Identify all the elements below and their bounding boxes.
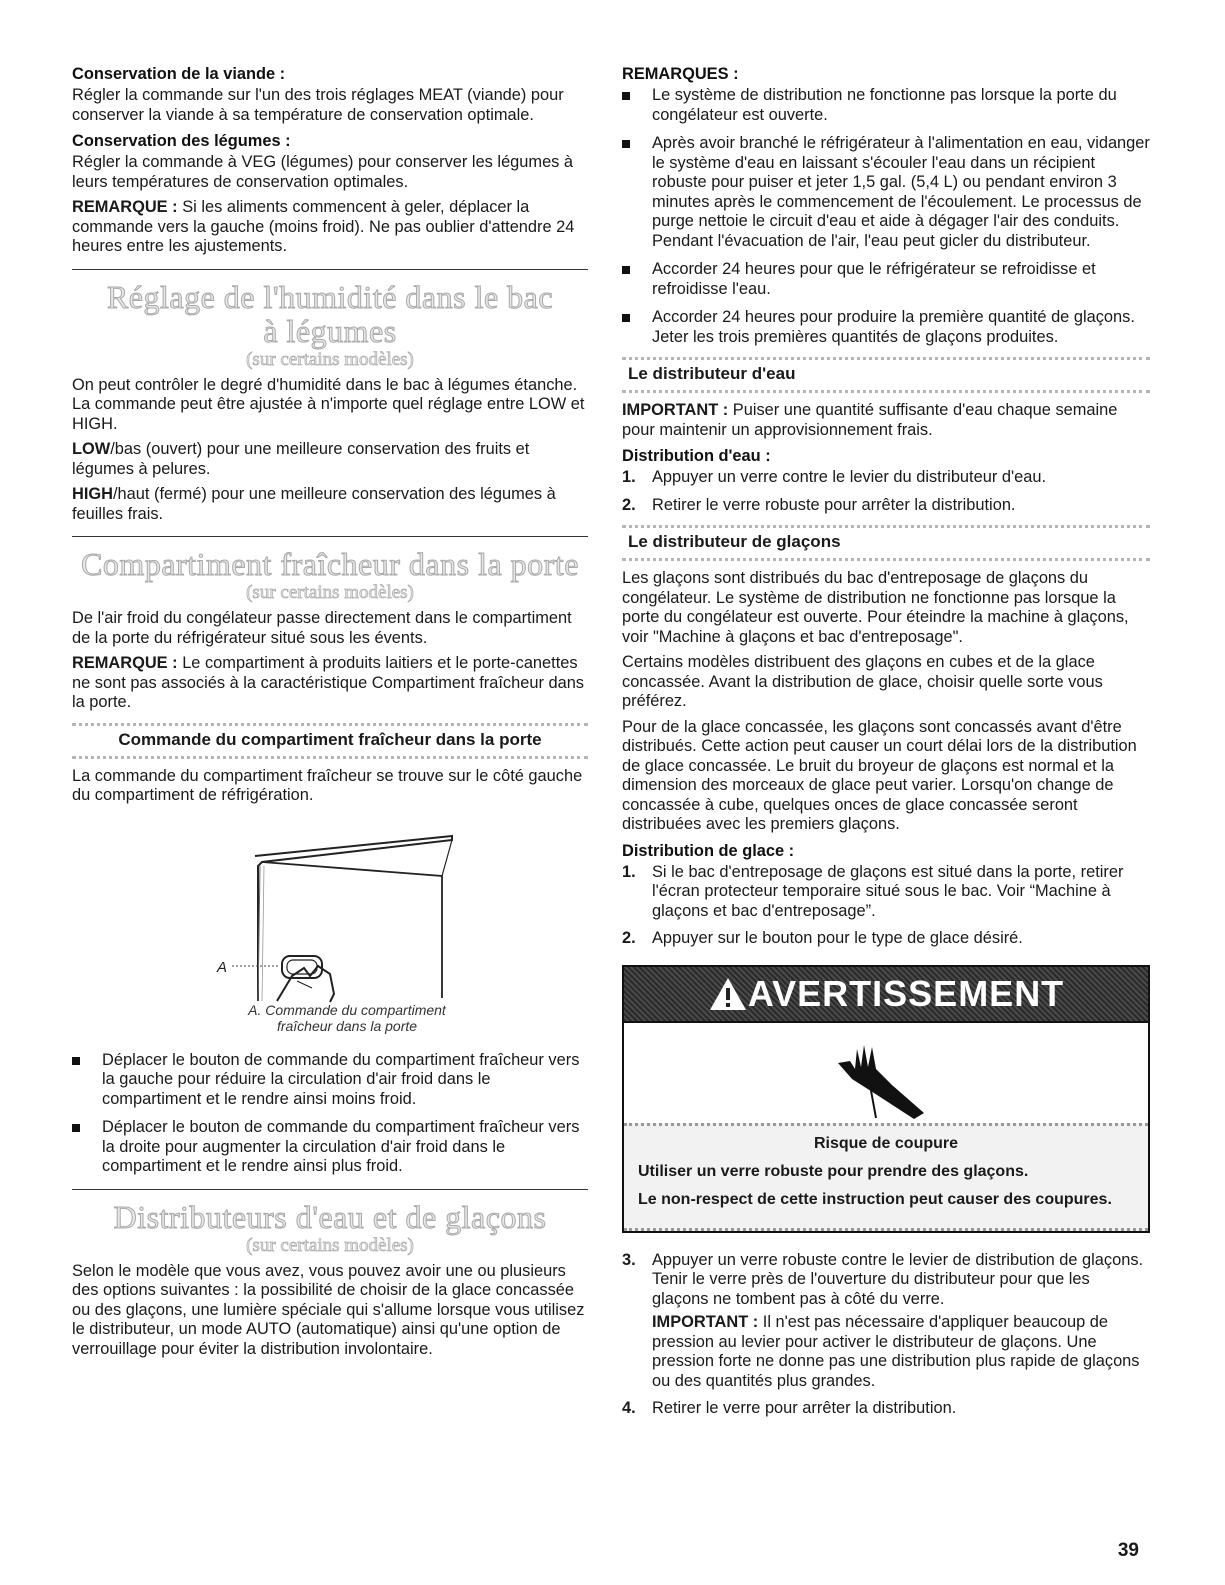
meat-heading: Conservation de la viande : <box>72 65 286 83</box>
right-column <box>622 64 1150 1427</box>
warning-text <box>624 1123 1148 1231</box>
note-paragraph <box>72 654 588 713</box>
list-item: Le système de distribution ne fonctionne pas lorsque la porte du congélateur est ouverte. <box>622 86 1150 125</box>
dispensers-text: Selon le modèle que vous avez, vous pouvez avoir une ou plusieurs des options suivantes : la possibilité de choisir de la glace concassée ou des glaçons, une lumière spéciale qui s'allume lorsque vous utilisez le distributeur, un mode AUTO (automatique) ainsi qu'une option de verrouillage pour éviter la distribution involontaire. <box>72 1261 585 1358</box>
warning-line-1: Utiliser un verre robuste pour prendre des glaçons. <box>638 1162 1029 1180</box>
section-title-dispensers: Distributeurs d'eau et de glaçons <box>113 1198 547 1235</box>
left-column <box>72 64 588 1365</box>
step-text: Retirer le verre robuste pour arrêter la distribution. <box>652 495 1016 514</box>
veg-text: Régler la commande à VEG (légumes) pour conserver les légumes à leurs températures de conservation optimales. <box>72 153 574 191</box>
warning-triangle-icon <box>708 976 748 1012</box>
step-text: Retirer le verre pour arrêter la distribution. <box>652 1399 957 1417</box>
list-item: Accorder 24 heures pour que le réfrigérateur se refroidisse et refroidisse l'eau. <box>622 260 1150 299</box>
veg-heading: Conservation des légumes : <box>72 132 291 150</box>
ice-steps <box>622 863 1150 949</box>
step-text: Appuyer sur le bouton pour le type de glace désiré. <box>652 929 1023 947</box>
section-title-fresh-compartment: Compartiment fraîcheur dans la porte <box>81 546 579 582</box>
control-text: La commande du compartiment fraîcheur se trouve sur le côté gauche du compartiment de réfrigération. <box>72 766 583 804</box>
ice-dist-heading: Distribution de glace : <box>622 841 795 860</box>
warning-title: AVERTISSEMENT <box>747 972 1065 1014</box>
note-text: Le compartiment à produits laitiers et le porte-canettes ne sont pas associés à la caractéristique Compartiment fraîcheur dans la porte. <box>72 654 585 711</box>
high-text: /haut (fermé) pour une meilleure conservation des légumes à feuilles frais. <box>72 485 556 523</box>
list-item <box>622 1251 1150 1392</box>
warning-pictogram-area <box>624 1021 1148 1123</box>
ice-paragraph-2: Certains modèles distribuent des glaçons en cubes et de la glace concassée. Avant la distribution de glace, choisir quelle sorte vous préférez. <box>622 653 1103 710</box>
step-number: 2. <box>622 929 636 947</box>
section-divider <box>72 269 588 270</box>
list-item <box>622 496 1150 516</box>
step-text: Appuyer un verre contre le levier du distributeur d'eau. <box>652 468 1046 486</box>
warning-line-2: Le non-respect de cette instruction peut causer des coupures. <box>638 1190 1112 1208</box>
high-label: HIGH <box>72 485 113 503</box>
figure-caption-line1: A. Commande du compartiment <box>248 1001 446 1018</box>
list-item <box>622 929 1150 949</box>
fresh-text: De l'air froid du congélateur passe directement dans le compartiment de la porte du réfrigérateur situé sous les évents. <box>72 609 572 647</box>
remarks-list <box>622 86 1150 347</box>
warning-hazard: Risque de coupure <box>813 1134 959 1152</box>
remarks-heading: REMARQUES : <box>622 65 739 83</box>
step-number: 4. <box>622 1399 636 1417</box>
low-text: /bas (ouvert) pour une meilleure conservation des fruits et légumes à pelures. <box>72 440 530 478</box>
control-subsection-title: Commande du compartiment fraîcheur dans la porte <box>118 729 542 749</box>
ice-paragraph-3: Pour de la glace concassée, les glaçons sont concassés avant d'être distribués. Cette action peut causer un court délai lors de la distribution de glace concassée. Le bruit du broyeur de glaçons est normal et la dimension des morceaux de glace peut varier. Lorsqu'on change de concassée à cube, quelques onces de glace concassée seront distribuées avec les premiers glaçons. <box>622 717 1137 833</box>
list-item: Accorder 24 heures pour produire la première quantité de glaçons. Jeter les trois premières quantités de glaçons produites. <box>622 308 1150 347</box>
step-text: Appuyer un verre robuste contre le levier de distribution de glaçons. Tenir le verre près de l'ouverture du distributeur pour que les glaçons ne tombent pas à côté du verre. <box>652 1250 1144 1308</box>
ice-subsection-band <box>622 525 1150 561</box>
note-paragraph <box>72 198 588 257</box>
figure-caption-line2: fraîcheur dans la porte <box>276 1017 418 1034</box>
section-divider <box>72 1189 588 1190</box>
ice-steps-continued <box>622 1251 1150 1419</box>
water-subsection-band <box>622 357 1150 393</box>
list-item <box>622 863 1150 922</box>
step-text: Si le bac d'entreposage de glaçons est situé dans la porte, retirer l'écran protecteur temporaire situé sous le bac. Voir “Machine à glaçons et bac d'entreposage”. <box>652 862 1124 920</box>
section-divider <box>72 536 588 537</box>
water-subsection-title: Le distributeur d'eau <box>628 364 796 383</box>
step-number: 1. <box>622 862 636 881</box>
water-steps <box>622 468 1150 515</box>
step-number: 2. <box>622 495 636 514</box>
control-subsection-band <box>72 723 588 759</box>
cut-hand-icon <box>624 1023 1152 1123</box>
fresh-control-figure <box>72 816 588 1041</box>
important-label: IMPORTANT : <box>652 1313 759 1331</box>
water-dist-heading: Distribution d'eau : <box>622 447 771 465</box>
low-label: LOW <box>72 440 111 458</box>
warning-box <box>622 965 1150 1233</box>
step-number: 1. <box>622 468 636 486</box>
note-label: REMARQUE : <box>72 654 178 672</box>
warning-header <box>624 967 1148 1021</box>
list-item: Déplacer le bouton de commande du compartiment fraîcheur vers la droite pour augmenter la circulation d'air froid dans le compartiment et le rendre ainsi plus froid. <box>72 1118 588 1177</box>
list-item: Après avoir branché le réfrigérateur à l'alimentation en eau, vidanger le système d'eau en laissant s'écouler l'eau dans un récipient robuste pour puiser et jeter 1,5 gal. (5,4 L) ou pendant environ 3 minutes après le commencement de l'écoulement. Le processus de purge nettoie le circuit d'eau et aide à dégager l'air des conduits. Pendant l'évacuation de l'air, l'eau peut gicler du distributeur. <box>622 134 1150 251</box>
humidity-text: On peut contrôler le degré d'humidité dans le bac à légumes étanche. La commande peut être ajustée à n'importe quel réglage entre LOW et HIGH. <box>72 375 585 433</box>
step-number: 3. <box>622 1250 636 1269</box>
important-text: Il n'est pas nécessaire d'appliquer beaucoup de pression au levier pour activer le distributeur de glaçons. Une pression forte ne donne pas une distribution plus rapide de glaçons ou des quantités plus grandes. <box>652 1313 1140 1390</box>
ice-subsection-title: Le distributeur de glaçons <box>628 532 841 551</box>
figure-caption <box>232 1002 462 1034</box>
section-subtitle: (sur certains modèles) <box>246 1234 414 1256</box>
page-number: 39 <box>1117 1540 1139 1561</box>
list-item <box>622 468 1150 488</box>
control-bullet-list <box>72 1051 588 1177</box>
section-subtitle: (sur certains modèles) <box>246 582 414 603</box>
section-title-humidity-line2: à légumes <box>263 312 397 349</box>
meat-text: Régler la commande sur l'un des trois réglages MEAT (viande) pour conserver la viande à sa température de conservation optimale. <box>72 86 564 124</box>
note-label: REMARQUE : <box>72 198 178 216</box>
important-label: IMPORTANT : <box>622 401 729 419</box>
important-paragraph <box>622 401 1150 440</box>
high-paragraph <box>72 485 588 524</box>
low-paragraph <box>72 440 588 479</box>
section-title-humidity: Réglage de l'humidité dans le bac <box>106 278 554 315</box>
list-item <box>622 1399 1150 1419</box>
section-subtitle: (sur certains modèles) <box>246 348 414 370</box>
ice-paragraph-1: Les glaçons sont distribués du bac d'entreposage de glaçons du congélateur. Le système de distribution ne fonctionne pas lorsque la porte du congélateur est ouverte. Pour éteindre la machine à glaçons, voir "Machine à glaçons et bac d'entreposage". <box>622 569 1129 646</box>
note-text: Si les aliments commencent à geler, déplacer la commande vers la gauche (moins froid). Ne pas oublier d'attendre 24 heures entre les ajustements. <box>72 198 575 255</box>
important-text: Puiser une quantité suffisante d'eau chaque semaine pour maintenir un approvisionnement frais. <box>622 401 1118 439</box>
list-item: Déplacer le bouton de commande du compartiment fraîcheur vers la gauche pour réduire la circulation d'air froid dans le compartiment et le rendre ainsi moins froid. <box>72 1051 588 1110</box>
important-paragraph <box>652 1313 1150 1391</box>
figure-callout-a: A <box>217 958 228 976</box>
